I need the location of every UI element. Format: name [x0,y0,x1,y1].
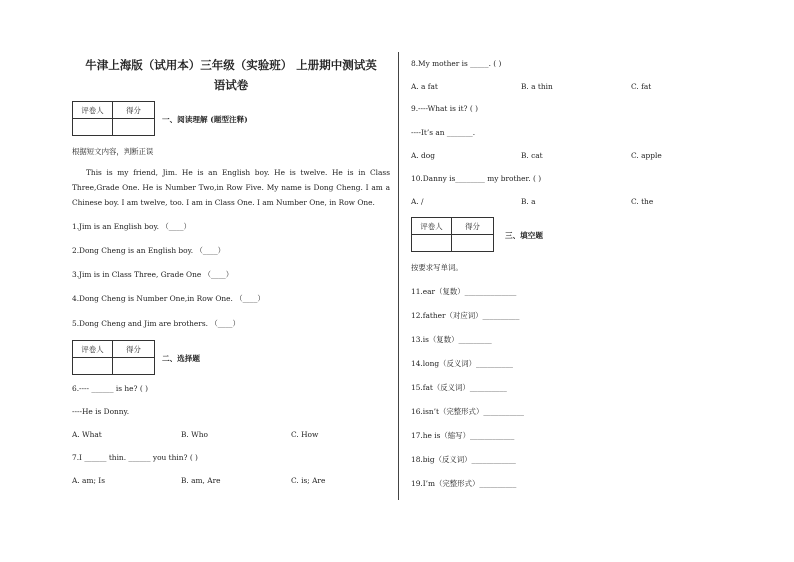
score-box-section2 [72,340,155,375]
fill-item-17[interactable]: 17.he is（缩写）____________ [411,431,515,440]
question-8-option-a[interactable]: A. a fat [411,82,438,91]
score-box-section1 [72,101,155,136]
column-divider [398,52,399,500]
question-9-reply: ----It’s an _______. [411,128,476,137]
score-label: 得分 [113,341,155,358]
section1-instruction: 根据短文内容，判断正误 [72,147,154,156]
reading-item-3: 3.Jim is in Class Three, Grade One （____） [72,270,234,279]
exam-title-line2: 语试卷 [213,78,249,92]
grader-cell[interactable] [73,358,113,375]
score-label: 得分 [452,218,494,235]
question-6-option-a[interactable]: A. What [72,430,102,439]
grader-label: 评卷人 [73,341,113,358]
question-10-option-a[interactable]: A. / [411,197,424,206]
reading-item-4: 4.Dong Cheng is Number One,in Row One. （____） [72,294,265,303]
question-10-stem: 10.Danny is________ my brother. ( ) [411,174,542,183]
section1-heading: 一、阅读理解 (题型注释) [162,115,248,124]
question-9-stem: 9.----What is it? ( ) [411,104,478,113]
fill-item-14[interactable]: 14.long（反义词）__________ [411,359,513,368]
question-7-stem: 7.I ______ thin. ______ you thin? ( ) [72,453,198,462]
fill-item-13[interactable]: 13.is（复数）_________ [411,335,492,344]
question-8-option-b[interactable]: B. a thin [521,82,553,91]
fill-item-12[interactable]: 12.father（对应词）__________ [411,311,520,320]
reading-item-1: 1.Jim is an English boy. （____） [72,222,191,231]
score-box-section3 [411,217,494,252]
reading-item-2: 2.Dong Cheng is an English boy. （____） [72,246,226,255]
reading-item-5: 5.Dong Cheng and Jim are brothers. （____） [72,319,240,328]
fill-item-19[interactable]: 19.I’m（完整形式）__________ [411,479,517,488]
section3-instruction: 按要求写单词。 [411,263,463,272]
question-9-option-b[interactable]: B. cat [521,151,543,160]
question-6-option-b[interactable]: B. Who [181,430,208,439]
question-7-option-b[interactable]: B. am, Are [181,476,221,485]
question-6-stem: 6.---- ______ is he? ( ) [72,384,148,393]
question-8-stem: 8.My mother is _____. ( ) [411,59,502,68]
question-10-option-b[interactable]: B. a [521,197,536,206]
grader-label: 评卷人 [73,102,113,119]
section3-heading: 三、填空题 [505,231,543,240]
question-10-option-c[interactable]: C. the [631,197,654,206]
question-7-option-a[interactable]: A. am; Is [72,476,106,485]
reading-passage: This is my friend, Jim. He is an English boy. He is twelve. He is in Class Three,Grade One. He is Number Two,in Row Five. My name is Dong Cheng. I am a Chinese boy. I am twelve, too. I am in Class One. I am Number One, in Row One. [72,168,390,207]
grader-cell[interactable] [412,235,452,252]
question-8-option-c[interactable]: C. fat [631,82,652,91]
score-cell[interactable] [113,119,155,136]
section2-heading: 二、选择题 [162,354,200,363]
grader-cell[interactable] [73,119,113,136]
question-6-reply: ----He is Donny. [72,407,130,416]
score-label: 得分 [113,102,155,119]
fill-item-15[interactable]: 15.fat（反义词）__________ [411,383,507,392]
score-cell[interactable] [452,235,494,252]
fill-item-16[interactable]: 16.isn’t（完整形式）___________ [411,407,524,416]
exam-title-line1: 牛津上海版（试用本）三年级（实验班） 上册期中测试英 [85,58,377,72]
question-6-option-c[interactable]: C. How [291,430,319,439]
question-7-option-c[interactable]: C. is; Are [291,476,326,485]
fill-item-18[interactable]: 18.big（反义词）____________ [411,455,516,464]
question-9-option-c[interactable]: C. apple [631,151,662,160]
grader-label: 评卷人 [412,218,452,235]
question-9-option-a[interactable]: A. dog [411,151,435,160]
fill-item-11[interactable]: 11.ear（复数）______________ [411,287,517,296]
score-cell[interactable] [113,358,155,375]
